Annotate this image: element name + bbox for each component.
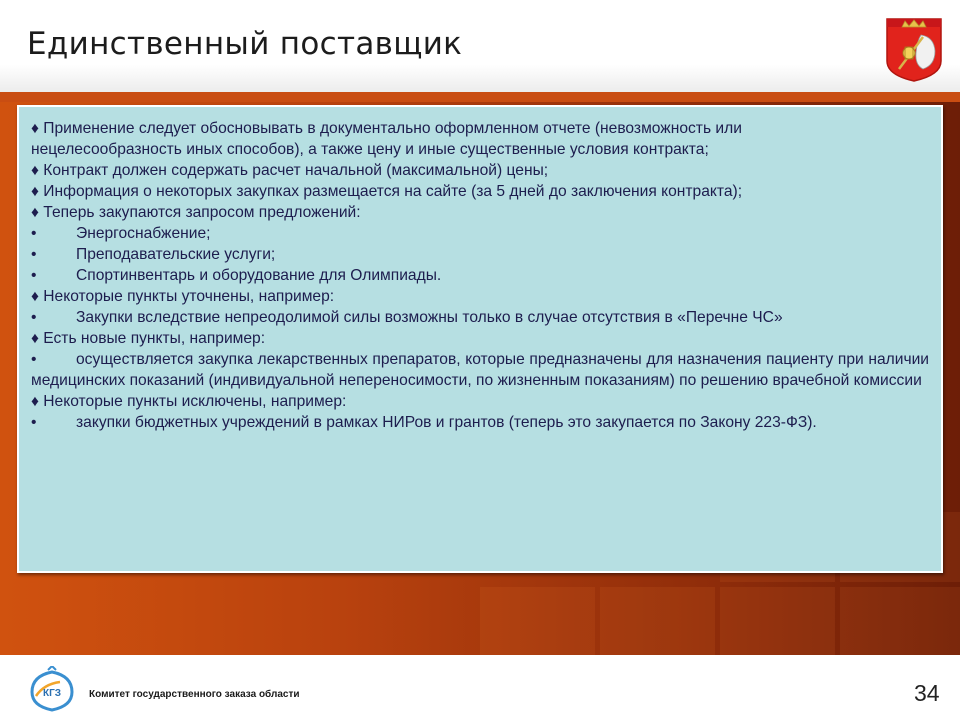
sub-item [31,307,929,328]
list-item: нецелесообразность иных способов), а также цену и иные существенные условия контракта; [31,141,709,158]
sub-item-text: Преподавательские услуги; [76,246,276,263]
list-item: ♦ Информация о некоторых закупках размещается на сайте (за 5 дней до заключения контракта); [31,183,743,200]
bullet-dot: • [31,225,37,242]
content-text [31,118,929,433]
coat-of-arms-icon [885,17,943,83]
sub-item-text: Закупки вследствие непреодолимой силы возможны только в случае отсутствия в «Перечне ЧС» [76,309,783,326]
list-item: ♦ Есть новые пункты, например: [31,330,266,347]
organization-name: Комитет государственного заказа области [89,689,300,700]
list-item: ♦ Контракт должен содержать расчет начальной (максимальной) цены; [31,162,549,179]
decor-tile [720,587,835,655]
sub-item-text: осуществляется закупка лекарственных препаратов, которые предназначены для назначения пациенту при наличии медицинских показаний (индивидуальной непереносимости, по жизненным показаниям) по решению врачебной комиссии [31,351,929,389]
sub-item-text: Спортинвентарь и оборудование для Олимпиады. [76,267,442,284]
list-item: ♦ Применение следует обосновывать в документально оформленном отчете (невозможность или [31,120,742,137]
bullet-dot: • [31,246,37,263]
content-panel [17,105,943,573]
bullet-dot: • [31,309,37,326]
decor-tile [840,587,960,655]
band-top-strip [0,92,960,102]
logo-text: КГЗ [42,688,62,699]
list-item: ♦ Некоторые пункты уточнены, например: [31,288,335,305]
list-item: ♦ Некоторые пункты исключены, например: [31,393,347,410]
committee-logo-icon [26,666,78,714]
bullet-dot: • [31,351,37,368]
page-number: 34 [914,680,940,706]
sub-item [31,412,929,433]
slide-footer [0,655,960,720]
decor-tile [480,587,595,655]
slide-header [0,0,960,92]
sub-item-text: Энергоснабжение; [76,225,211,242]
list-item: ♦ Теперь закупаются запросом предложений: [31,204,361,221]
sub-item [31,349,929,391]
slide-title: Единственный поставщик [27,26,463,62]
sub-item [31,265,929,286]
sub-item [31,244,929,265]
sub-item [31,223,929,244]
bullet-dot: • [31,414,37,431]
decor-tile [600,587,715,655]
sub-item-text: закупки бюджетных учреждений в рамках НИРов и грантов (теперь это закупается по Закону 223-ФЗ). [76,414,817,431]
bullet-dot: • [31,267,37,284]
